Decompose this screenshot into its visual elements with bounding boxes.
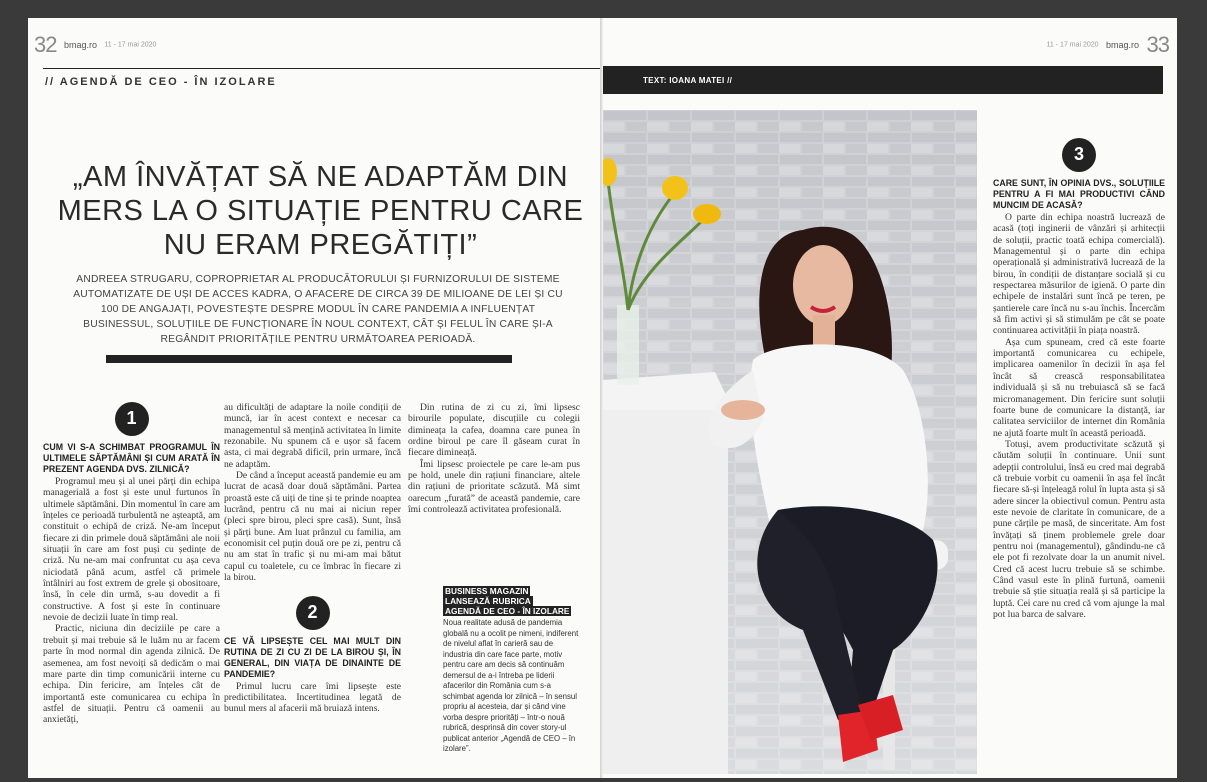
site-name-left: bmag.ro <box>63 40 97 50</box>
column-2 <box>224 402 401 715</box>
left-page <box>28 18 600 778</box>
q2-paragraph-2: Din rutina de zi cu zi, îmi lipsesc birourile populate, discuțiile cu colegii dimineața la cafea, doamna care punea în ordine biroul pe care îl găseam curat în fiecare dimineață. <box>408 402 580 459</box>
sidebar-title <box>443 586 581 616</box>
q1-paragraph-1: Programul meu și al unei părți din echipa managerială a fost și este unul furtunos în ultimele săptămâni. Din momentul în care am înțeles ce perioadă turbulentă ne așteaptă, am constituit o echipă de criză. Ne-am început fiecare zi din primele două săptămâni ale noii situații în care am fost puși cu ședințe de criză. Nu ne-am mai confruntat cu așa ceva niciodată până acum, astfel că primele întâlniri au fost extrem de grele și obositoare, însă, în cele din urmă, s-au dovedit a fi constructive. A fost și este în continuare nevoie de decizii luate în timp real. <box>43 476 220 624</box>
page-number-left: 32 <box>34 32 57 57</box>
sidebar-title-line-3: AGENDĂ DE CEO - ÎN IZOLARE <box>445 606 570 616</box>
question-badge-3: 3 <box>1062 138 1096 172</box>
site-name-right: bmag.ro <box>1106 40 1140 50</box>
issue-date-left: 11 - 17 mai 2020 <box>104 41 157 49</box>
portrait-illustration <box>603 110 977 774</box>
article-lead: ANDREEA STRUGARU, COPROPRIETAR AL PRODUCĂTORULUI ȘI FURNIZORULUI DE SISTEME AUTOMATIZATE DE UȘI DE ACCES KADRA, O AFACERE DE CIRCA 39 DE MILIOANE DE LEI ȘI CU 100 DE ANGAJAȚI, POVESTEȘTE DESPRE MODUL ÎN CARE PANDEMIA A INFLUENȚAT BUSINESSUL, SOLUȚIILE DE FUNCȚIONARE ÎN NOUL CONTEXT, CÂT ȘI FELUL ÎN CARE ȘI-A REGÂNDIT PRIORITĂȚILE PENTRU URMĂTOAREA PERIOADĂ. <box>73 274 563 345</box>
author-credit: TEXT: IOANA MATEI // <box>643 75 733 85</box>
sidebar-title-line-1: BUSINESS MAGAZIN <box>445 586 529 596</box>
q2-paragraph-1: Primul lucru care îmi lipsește este predictibilitatea. Incertitudinea legată de bunul mers al afacerii mă bruiază intens. <box>224 680 401 715</box>
question-1-title: CUM VI S-A SCHIMBAT PROGRAMUL ÎN ULTIMELE SĂPTĂMÂNI ȘI CUM ARATĂ ÎN PREZENT AGENDA DVS. ZILNICĂ? <box>43 442 220 474</box>
headline-rule <box>106 355 512 363</box>
portrait-photo <box>603 110 977 774</box>
sidebar-title-line-2: LANSEAZĂ RUBRICA <box>445 596 531 606</box>
page-number-right: 33 <box>1146 32 1169 57</box>
q3-paragraph-1: O parte din echipa noastră lucrează de acasă (toți inginerii de vânzări și arhitecții de soluții, practic toată echipa comercială). Managementul și o parte din echipa operațională și administrativă lucrează de la birou, în condiții de distanțare socială și cu respectarea măsurilor de igienă. O parte din echipele de instalări sunt încă pe teren, pe șantierele care încă nu s-au închis. Încercăm să fim activi și să stimulăm pe cât se poate continuarea activității în piața noastră. <box>993 212 1165 337</box>
column-1 <box>43 402 220 726</box>
sidebar-body: Noua realitate adusă de pandemia globală nu a ocolit pe nimeni, indiferent de nivelul aflat în carieră sau de industria din care face parte, motiv pentru care am decis să continuăm demersul de a-i întreba pe liderii afacerilor din România cum s-a schimbat agenda lor zilnică – în sensul propriu al acesteia, dar și când vine vorba despre priorități – într-o nouă rubrică, desprinsă din cover story-ul publicat anterior „Agendă de CEO – în izolare”. <box>443 618 579 753</box>
right-folio <box>1047 32 1169 58</box>
author-bar <box>603 66 1163 94</box>
question-3-title: CARE SUNT, ÎN OPINIA DVS., SOLUȚIILE PENTRU A FI MAI PRODUCTIVI CÂND MUNCIM DE ACASĂ? <box>993 178 1165 210</box>
q1-paragraph-3: au dificultăți de adaptare la noile condiții de muncă, iar în acest context e necesar ca managementul să mențină activitatea în limite rezonabile. Nu spunem că e ușor să facem asta, ci mai degrabă dificil, prin urmare, încă ne adaptăm. <box>224 402 401 470</box>
q1-paragraph-4: De când a început această pandemie eu am lucrat de acasă doar două săptămâni. Partea proastă este că uiți de tine și te prinde noaptea lucrând, pentru că nu mai ai niciun reper (pleci spre birou, pleci spre casă). Sunt, însă și părți bune. Am luat prânzul cu familia, am economisit cel puțin două ore pe zi, pentru că nu am stat în trafic și nu mi-am mai bătut capul cu toaletele, cu ce îmbrac în fiecare zi la birou. <box>224 470 401 584</box>
sidebar-box <box>443 586 581 755</box>
q2-paragraph-3: Îmi lipsesc proiectele pe care le-am pus pe hold, unele din rațiuni financiare, altele din rațiuni de prioritate scăzută. Mă simt oarecum „furată” de această pandemie, care îmi controlează activitatea profesională. <box>408 458 580 516</box>
q3-paragraph-3: Totuși, avem productivitate scăzută și căutăm soluții în continuare. Unii sunt adepții controlului, însă eu cred mai degrabă că trebuie vorbit cu oamenii în așa fel încât fiecare să-și înțeleagă rolul în lupta asta și să adere sincer la obiectivul comun. Pentru asta este nevoie de claritate în comunicare, de a pune cărțile pe masă, de sinceritate. Am fost învățați să ținem problemele grele doar pentru noi (managementul), gândindu-ne că ele pot fi rezolvate doar la un anumit nivel. Cred că acest lucru trebuie să se schimbe. Când vasul este în plină furtună, oamenii trebuie să știe situația reală și să participe la luptă. Cei care nu cred că vom ajunge la mal pot lua barca de salvare. <box>993 438 1165 621</box>
left-folio <box>34 32 156 58</box>
issue-date-right: 11 - 17 mai 2020 <box>1046 41 1099 49</box>
question-badge-1: 1 <box>115 402 149 436</box>
question-badge-2: 2 <box>296 596 330 630</box>
article-headline: „AM ÎNVĂȚAT SĂ NE ADAPTĂM DIN MERS LA O SITUAȚIE PENTRU CARE NU ERAM PREGĂTIȚI” <box>57 161 584 261</box>
column-3 <box>408 402 580 515</box>
section-header <box>43 68 600 94</box>
right-page <box>603 18 1177 778</box>
right-column <box>993 138 1165 620</box>
q3-paragraph-2: Așa cum spuneam, cred că este foarte importantă comunicarea cu echipele, implicarea oamenilor în decizii în așa fel încât să crească responsabilitatea individuală și să nu trebuiască să se facă micromanagement. Din fericire sunt soluții foarte bune de comunicare la distanță, iar calitatea serviciilor de internet din România ne ajută foarte mult în această perioadă. <box>993 336 1165 439</box>
question-2-title: CE VĂ LIPSEȘTE CEL MAI MULT DIN RUTINA DE ZI CU ZI DE LA BIROU ȘI, ÎN GENERAL, DIN VIAȚA DE DINAINTE DE PANDEMIE? <box>224 635 401 679</box>
section-label: // AGENDĂ DE CEO - ÎN IZOLARE <box>45 75 277 88</box>
q1-paragraph-2: Practic, niciuna din deciziile pe care a trebuit și mai trebuie să le luăm nu ar facem parte în mod normal din agenda zilnică. De asemenea, am fost nevoiți să dedicăm o mai mare parte din timp comunicării interne cu echipa. Din fericire, am înțeles cât de importantă este comunicarea cu echipa în astfel de situații. Pentru că oamenii au anxietăți, <box>43 623 220 726</box>
